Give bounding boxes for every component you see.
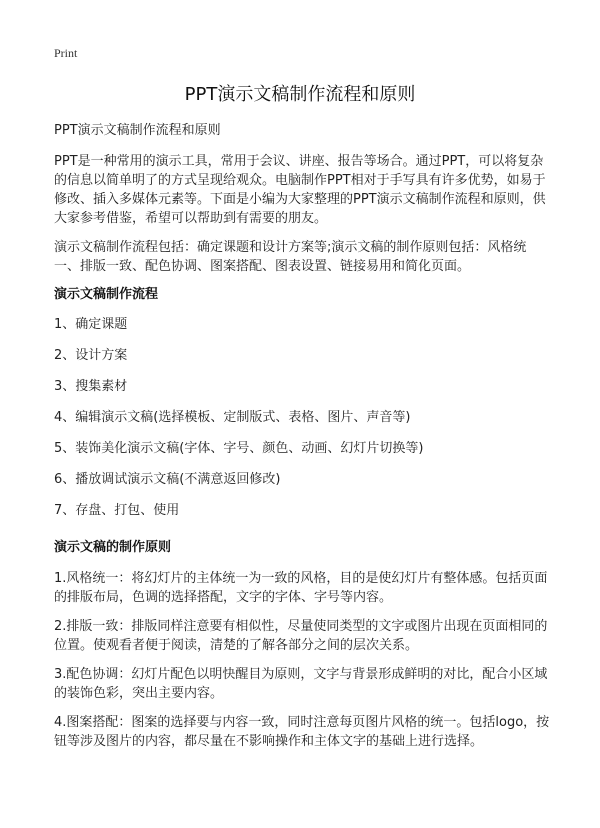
principle-item: 1.风格统一：将幻灯片的主体统一为一致的风格，目的是使幻灯片有整体感。包括页面的排版布局，色调的选择搭配，文字的字体、字号等内容。 xyxy=(54,571,548,605)
process-step: 5、装饰美化演示文稿(字体、字号、颜色、动画、幻灯片切换等) xyxy=(54,441,424,456)
principle-item: 3.配色协调：幻灯片配色以明快醒目为原则，文字与背景形成鲜明的对比，配合小区域的装饰色彩，突出主要内容。 xyxy=(54,667,548,701)
page-title: PPT演示文稿制作流程和原则 xyxy=(184,84,416,105)
process-step: 3、搜集素材 xyxy=(54,379,128,394)
document-body xyxy=(54,122,550,761)
process-step: 4、编辑演示文稿(选择模板、定制版式、表格、图片、声音等) xyxy=(54,410,411,425)
process-step: 2、设计方案 xyxy=(54,348,128,363)
principle-item: 2.排版一致：排版同样注意要有相似性，尽量使同类型的文字或图片出现在页面相同的位置。使观看者便于阅读，清楚的了解各部分之间的层次关系。 xyxy=(54,619,548,653)
principle-item: 4.图案搭配：图案的选择要与内容一致，同时注意每页图片风格的统一。包括logo，按钮等涉及图片的内容，都尽量在不影响操作和主体文字的基础上进行选择。 xyxy=(54,715,550,749)
process-steps-list xyxy=(54,316,550,533)
process-step: 1、确定课题 xyxy=(54,317,128,332)
intro-paragraph: PPT是一种常用的演示工具，常用于会议、讲座、报告等场合。通过PPT，可以将复杂的信息以简单明了的方式呈现给观众。电脑制作PPT相对于手写具有许多优势，如易于修改、插入多媒体元素等。下面是小编为大家整理的PPT演示文稿制作流程和原则，供大家参考借鉴，希望可以帮助到有需要的朋友。 xyxy=(54,154,546,226)
print-label: Print xyxy=(54,46,78,60)
document-subtitle: PPT演示文稿制作流程和原则 xyxy=(54,123,221,138)
principles-heading: 演示文稿的制作原则 xyxy=(54,540,172,555)
process-heading: 演示文稿制作流程 xyxy=(54,287,159,302)
summary-paragraph: 演示文稿制作流程包括：确定课题和设计方案等;演示文稿的制作原则包括：风格统一、排版一致、配色协调、图案搭配、图表设置、链接易用和简化页面。 xyxy=(54,240,527,274)
principles-list xyxy=(54,569,550,751)
process-step: 7、存盘、打包、使用 xyxy=(54,503,180,518)
process-step: 6、播放调试演示文稿(不满意返回修改) xyxy=(54,472,281,487)
